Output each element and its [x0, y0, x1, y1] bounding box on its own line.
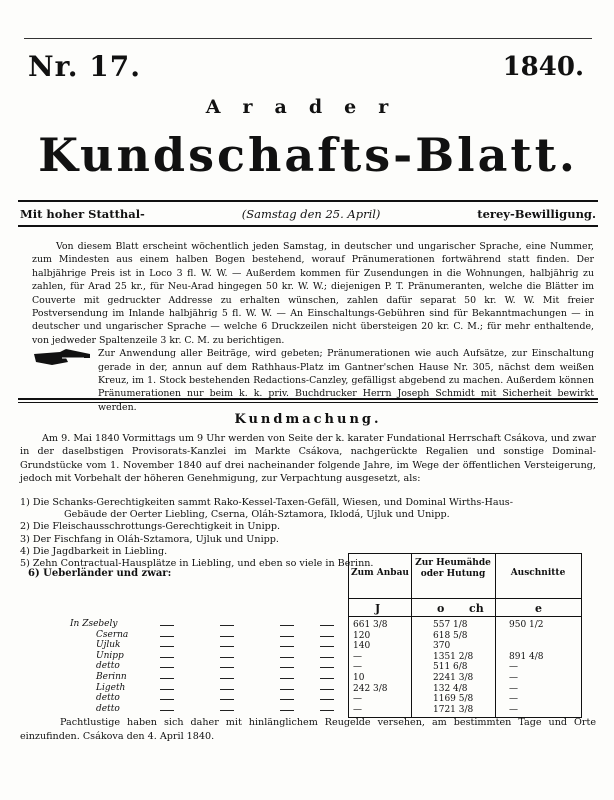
table-cell-anbau: 120: [353, 630, 371, 641]
caption-right: terey-Bewilligung.: [477, 207, 596, 221]
leader-dash: [220, 667, 234, 668]
place-name: Unipp: [96, 650, 124, 661]
notice-item-1-cont: Gebäude der Oerter Liebling, Cserna, Oláh-Sztamora, Iklodá, Ujluk und Unipp.: [64, 509, 450, 521]
leader-dash: [320, 689, 334, 690]
masthead-title: Kundschafts-Blatt.: [38, 128, 578, 182]
leader-dash: [220, 646, 234, 647]
masthead-caption-line: [20, 207, 596, 221]
leader-dash: [320, 710, 334, 711]
leader-dash: [220, 657, 234, 658]
notice-item-4: 4) Die Jagdbarkeit in Liebling.: [20, 545, 168, 557]
col-aus-header: Auschnitte: [510, 568, 566, 578]
table-cell-anbau: —: [353, 704, 362, 715]
leader-dash: [320, 636, 334, 637]
leader-dash: [280, 699, 294, 700]
place-name: Ujluk: [96, 640, 121, 651]
leader-dash: [160, 710, 174, 711]
ueberland-label: 6) Ueberländer und zwar:: [28, 568, 172, 579]
leader-dash: [160, 678, 174, 679]
table-cell-heu: 1721 3/8: [433, 704, 474, 715]
leader-dash: [280, 625, 294, 626]
leader-dash: [320, 646, 334, 647]
leader-dash: [320, 625, 334, 626]
section-rule-1: [18, 398, 598, 400]
table-cell-anbau: —: [353, 651, 362, 662]
place-name: Ligeth: [96, 682, 126, 693]
leader-dash: [320, 699, 334, 700]
table-cell-heu: 1351 2/8: [433, 651, 474, 662]
table-cell-anbau: 140: [353, 641, 371, 652]
table-cell-heu: 1169 5/8: [433, 694, 474, 705]
table-cell-aus: 950 1/2: [509, 620, 544, 630]
leader-dash: [280, 636, 294, 637]
table-cell-anbau: 10: [353, 673, 365, 683]
place-name: detto: [96, 693, 120, 704]
col-divider-2: [495, 554, 496, 717]
leader-dash: [280, 689, 294, 690]
place-name: Cserna: [96, 629, 129, 640]
leader-dash: [280, 667, 294, 668]
table-cell-heu: 2241 3/8: [433, 673, 474, 683]
notice-item-5: 5) Zehn Contractual-Hausplätze in Liebling, und eben so viele in Berinn.: [20, 558, 374, 570]
leader-dash: [280, 710, 294, 711]
header-divider: [349, 598, 581, 599]
leader-dash: [160, 657, 174, 658]
table-cell-anbau: —: [353, 662, 362, 673]
leader-dash: [280, 657, 294, 658]
table-cell-heu: 618 5/8: [433, 630, 468, 641]
leader-dash: [320, 667, 334, 668]
leader-dash: [280, 646, 294, 647]
leader-dash: [160, 689, 174, 690]
unit-letter-2: o: [437, 602, 445, 615]
leader-dash: [220, 699, 234, 700]
leader-dash: [220, 678, 234, 679]
masthead-subtitle: Arader: [205, 96, 411, 118]
notice-item-1: 1) Die Schanks-Gerechtigkeiten sammt Rako-Kessel-Taxen-Gefäll, Wiesen, und Dominal Wirths-Haus-: [20, 497, 513, 508]
subscription-info: [32, 240, 594, 414]
unit-letter-1: J: [375, 602, 381, 615]
leader-dash: [220, 636, 234, 637]
top-rule: [24, 38, 592, 39]
issue-date: (Samstag den 25. April): [241, 207, 381, 221]
table-cell-anbau: —: [353, 694, 362, 705]
place-name: Berinn: [96, 672, 127, 682]
place-name: detto: [96, 661, 120, 672]
table-cell-heu: 557 1/8: [433, 620, 468, 630]
pointing-hand-icon: [32, 346, 92, 368]
place-name: detto: [96, 703, 120, 714]
table-cell-aus: —: [509, 673, 518, 683]
place-name: In Zsebely: [70, 619, 118, 629]
leader-dash: [220, 625, 234, 626]
col-heu-header: Zur Heumähde oder Hutung: [415, 558, 491, 579]
table-cell-heu: 370: [433, 641, 451, 652]
notice-footer: [20, 716, 596, 743]
notice-paragraph: Am 9. Mai 1840 Vormittags um 9 Uhr werden von Seite der k. karater Fundational Herrschaft Csákova, und zwar in der daselbstigen Provisorats-Kanzlei im Markte Csákova, nachgerückte Regalien und sonstige Dominal-Grundstücke vom 1. November 1840 auf drei nacheinander folgende Jahre, im Wege der öffentlichen Versteigerung, jedoch mit Vorbehalt der höheren Genehmigung, zur Verpachtung ausgesetzt, als:: [20, 433, 596, 485]
leader-dash: [160, 699, 174, 700]
currency-divider: [349, 616, 581, 617]
notice-text: [20, 432, 596, 486]
col-anbau-header: Zum Anbau: [351, 568, 409, 578]
leader-dash: [220, 689, 234, 690]
leader-dash: [320, 657, 334, 658]
leader-dash: [220, 710, 234, 711]
table-cell-anbau: 661 3/8: [353, 620, 388, 630]
col-divider-1: [411, 554, 412, 717]
leader-dash: [320, 678, 334, 679]
leader-dash: [280, 678, 294, 679]
table-cell-aus: —: [509, 683, 518, 694]
unit-letter-3: ch: [469, 602, 484, 615]
notice-item-2: 2) Die Fleischausschrottungs-Gerechtigkeit in Unipp.: [20, 521, 281, 533]
subscription-paragraph: Von diesem Blatt erscheint wöchentlich jeden Samstag, in deutscher und ungarischer Sprache, eine Nummer, zum Mindesten aus einem halben Bogen bestehend, worauf Pränumerationen fortwährend statt finden. Der halbjährige Preis ist in Loco 3 fl. W. W. — Außerdem kommen für Zusendungen in die Wohnungen, halbjährig zu zahlen, für Arad 25 kr., für Neu-Arad hingegen 50 kr. W. W.; diejenigen P. T. Pränumeranten, welche die Blätter im Couverte mit gedruckter Addresse zu erhalten wünschen, zahlen dafür separat 50 kr. W. W. Mit freier Postversendung im Inlande halbjährig 5 fl. W. W. — An Einschaltungs-Gebühren sind für Bekanntmachungen — in deutscher und ungarischer Sprache — welche 6 Druckzeilen nicht übersteigen 20 kr. C. M.; für mehr enthaltende, von jedweder Spaltenzeile 3 kr. C. M. zu berichtigen.: [32, 241, 594, 346]
table-cell-heu: 511 6/8: [433, 662, 468, 673]
masthead-rule-top: [18, 200, 598, 202]
issue-year: 1840.: [502, 52, 584, 82]
masthead-rule-bottom: [18, 225, 598, 227]
section-rule-2: [18, 402, 598, 403]
table-cell-aus: —: [509, 662, 518, 673]
table-cell-aus: —: [509, 704, 518, 715]
notice-item-3: 3) Der Fischfang in Oláh-Sztamora, Ujluk und Unipp.: [20, 533, 279, 545]
submission-paragraph: Zur Anwendung aller Beiträge, wird gebeten; Pränumerationen wie auch Aufsätze, zur Einschaltung gerade in der, annun auf dem Rathhaus-Platz im Gantner'schen Hause Nr. 305, nächst dem weißen Kreuz, im 1. Stock bestehenden Redactions-Canzley, gefälligst abgebend zu machen. Außerdem können Pränumerationen nur beim k. k. priv. Buchdrucker Herrn Joseph Schmidt mit Sicherheit bewirkt werden.: [98, 348, 594, 413]
caption-left: Mit hoher Statthal-: [20, 207, 145, 221]
table-cell-aus: —: [509, 694, 518, 705]
newspaper-page: [10, 0, 606, 800]
notice-heading: Kundmachung.: [234, 412, 382, 427]
table-cell-heu: 132 4/8: [433, 683, 468, 694]
unit-letter-4: e: [535, 602, 542, 615]
leader-dash: [160, 667, 174, 668]
table-cell-aus: 891 4/8: [509, 651, 544, 662]
issue-number: Nr. 17.: [28, 50, 141, 83]
leader-dash: [160, 646, 174, 647]
leader-dash: [160, 625, 174, 626]
table-cell-anbau: 242 3/8: [353, 683, 388, 694]
land-table: [348, 553, 582, 718]
footer-paragraph: Pachtlustige haben sich daher mit hinlänglichem Reugelde versehen, am bestimmten Tage und Orte einzufinden. Csákova den 4. April 1840.: [20, 717, 596, 742]
leader-dash: [160, 636, 174, 637]
